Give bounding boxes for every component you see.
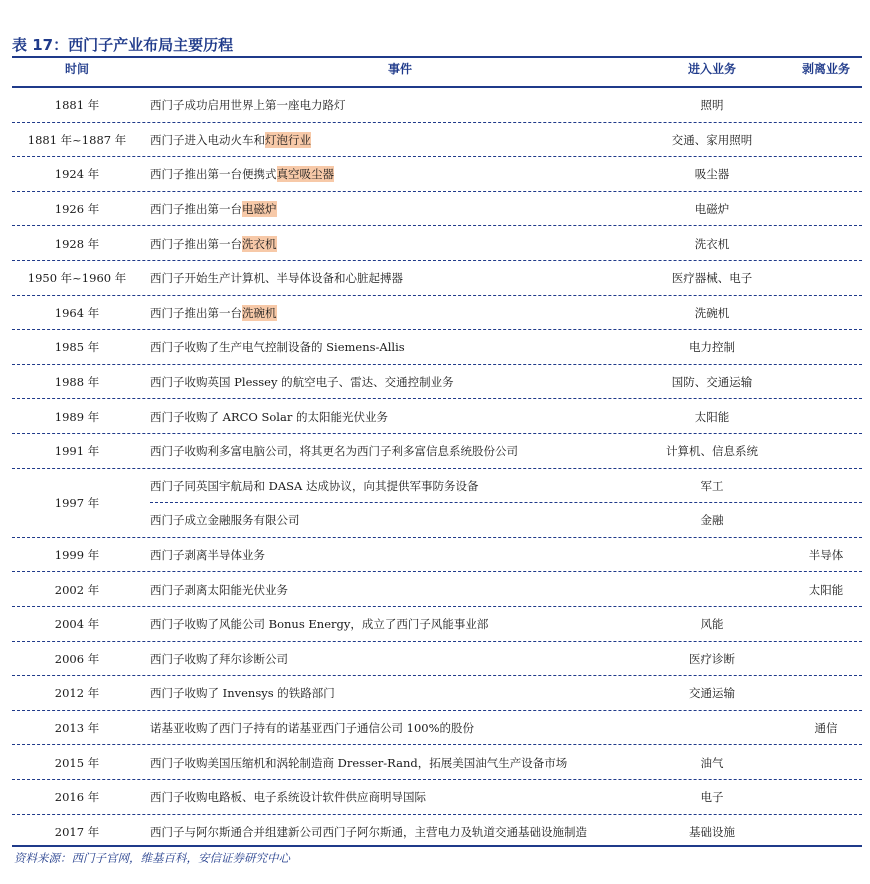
event-text: 西门子收购了生产电气控制设备的 Siemens-Allis: [150, 340, 405, 355]
table-header: [12, 58, 862, 88]
event-cell: [150, 123, 650, 158]
event-cell: [150, 365, 650, 400]
event-cell: [150, 434, 650, 469]
event-cell: [150, 157, 650, 192]
entered-cell: 医疗诊断: [689, 651, 735, 666]
header-event: 事件: [387, 62, 412, 76]
event-text: 西门子收购美国压缩机和涡轮制造商 Dresser-Rand，拓展美国油气生产设备市场: [150, 755, 568, 770]
entered-cell: [652, 711, 772, 746]
event-text: 西门子进入电动火车和: [150, 132, 265, 147]
event-text: 西门子推出第一台: [150, 236, 242, 251]
year-cell: 1926 年: [54, 202, 100, 217]
event-cell: [150, 711, 650, 746]
divested-cell: [782, 780, 870, 815]
event-highlight: 真空吸尘器: [276, 167, 334, 182]
event-text: 西门子收购了风能公司 Bonus Energy，成立了西门子风能事业部: [150, 617, 489, 632]
entered-cell: 风能: [700, 617, 724, 632]
table-row: [12, 572, 862, 607]
divested-cell: [782, 815, 870, 850]
event-text: 诺基亚收购了西门子持有的诺基亚西门子通信公司 100%的股份: [150, 721, 475, 736]
table-row: [12, 157, 862, 192]
event-cell: [150, 296, 650, 331]
event-cell: 西门子成立金融服务有限公司: [150, 513, 300, 528]
event-text: 西门子开始生产计算机、半导体设备和心脏起搏器: [150, 271, 403, 286]
entered-cell: 太阳能: [694, 409, 730, 424]
event-text: 西门子剥离太阳能光伏业务: [150, 582, 288, 597]
entered-cell: 医疗器械、电子: [671, 271, 753, 286]
divested-cell: [782, 745, 870, 780]
year-cell: 2002 年: [54, 582, 100, 597]
divested-cell: [782, 365, 870, 400]
year-cell: 1881 年~1887 年: [27, 132, 127, 147]
divested-cell: [782, 399, 870, 434]
table-row: [12, 434, 862, 469]
year-cell: 2016 年: [54, 790, 100, 805]
entered-cell: 电力控制: [689, 340, 735, 355]
table-row: [12, 365, 862, 400]
event-text: 西门子收购了 Invensys 的铁路部门: [150, 686, 335, 701]
source-note: 资料来源：西门子官网，维基百科，安信证券研究中心: [14, 851, 290, 865]
table-row: [12, 192, 862, 227]
year-cell: 1988 年: [54, 375, 100, 390]
table-row: [12, 330, 862, 365]
divested-cell: [782, 434, 870, 469]
event-cell: [150, 330, 650, 365]
event-highlight: 电磁炉: [242, 202, 277, 217]
event-cell: [150, 745, 650, 780]
divested-cell: [782, 261, 870, 296]
entered-cell: 洗碗机: [694, 305, 730, 320]
year-cell: 2006 年: [54, 651, 100, 666]
table-row: [12, 538, 862, 573]
header-year: 时间: [64, 62, 89, 76]
divested-cell: [782, 88, 870, 123]
entered-cell: 吸尘器: [694, 167, 730, 182]
event-highlight: 洗碗机: [242, 305, 277, 320]
event-cell: [150, 815, 650, 850]
year-cell: 1881 年: [54, 98, 100, 113]
table-row: [12, 88, 862, 123]
entered-cell: 基础设施: [689, 824, 735, 839]
table-row: [12, 261, 862, 296]
event-cell: [150, 607, 650, 642]
year-cell: 1989 年: [54, 409, 100, 424]
entered-cell: [652, 538, 772, 573]
divested-cell: [782, 192, 870, 227]
event-text: 西门子推出第一台: [150, 202, 242, 217]
entered-cell: 油气: [700, 755, 724, 770]
table-row: [12, 226, 862, 261]
table-row: [12, 123, 862, 158]
table-row: [12, 815, 862, 850]
table-row: [12, 642, 862, 677]
entered-cell: 洗衣机: [694, 236, 730, 251]
event-text: 西门子与阿尔斯通合并组建新公司西门子阿尔斯通，主营电力及轨道交通基础设施制造: [150, 824, 587, 839]
entered-cell: 照明: [700, 98, 724, 113]
year-cell: 2012 年: [54, 686, 100, 701]
table-row: [12, 607, 862, 642]
event-text: 西门子推出第一台便携式: [150, 167, 277, 182]
year-cell: 1997 年: [54, 496, 100, 511]
event-text: 西门子推出第一台: [150, 305, 242, 320]
table-row: [12, 780, 862, 815]
year-cell: 2013 年: [54, 721, 100, 736]
divested-cell: [782, 607, 870, 642]
event-text: 西门子收购英国 Plessey 的航空电子、雷达、交通控制业务: [150, 375, 454, 390]
entered-cell: 电磁炉: [694, 202, 730, 217]
event-text: 西门子收购了 ARCO Solar 的太阳能光伏业务: [150, 409, 388, 424]
year-cell: 1985 年: [54, 340, 100, 355]
entered-cell: 交通、家用照明: [671, 132, 753, 147]
event-cell: [150, 226, 650, 261]
event-text: 西门子收购了拜尔诊断公司: [150, 651, 288, 666]
event-cell: [150, 192, 650, 227]
event-cell: [150, 572, 650, 607]
event-cell: [150, 538, 650, 573]
year-cell: 2004 年: [54, 617, 100, 632]
divested-cell: [782, 226, 870, 261]
event-text: 西门子收购利多富电脑公司，将其更名为西门子利多富信息系统股份公司: [150, 444, 518, 459]
table-row: [12, 503, 862, 538]
table-row: [12, 676, 862, 711]
divested-cell: 太阳能: [808, 582, 844, 597]
event-cell: [150, 642, 650, 677]
event-text: 西门子成功启用世界上第一座电力路灯: [150, 98, 346, 113]
event-cell: [150, 399, 650, 434]
header-divested: 剥离业务: [801, 62, 850, 76]
event-highlight: 灯泡行业: [265, 132, 311, 147]
bottom-rule: [12, 845, 862, 847]
divested-cell: [782, 296, 870, 331]
entered-cell: 计算机、信息系统: [666, 444, 758, 459]
event-highlight: 洗衣机: [242, 236, 277, 251]
table-row: [12, 399, 862, 434]
event-cell: [150, 676, 650, 711]
table-title: 表 17：西门子产业布局主要历程: [12, 36, 234, 54]
divested-cell: [782, 157, 870, 192]
divested-cell: [782, 642, 870, 677]
entered-cell: 交通运输: [689, 686, 735, 701]
year-cell: 2015 年: [54, 755, 100, 770]
table-row: [12, 469, 862, 504]
table-row: [12, 711, 862, 746]
event-text: 西门子收购电路板、电子系统设计软件供应商明导国际: [150, 790, 426, 805]
table-row: [12, 296, 862, 331]
entered-cell: 国防、交通运输: [671, 375, 753, 390]
divested-cell: [782, 469, 870, 504]
divested-cell: [782, 330, 870, 365]
divested-cell: 通信: [814, 721, 838, 736]
entered-cell: 电子: [700, 790, 724, 805]
year-cell: 1924 年: [54, 167, 100, 182]
year-cell: 1999 年: [54, 548, 100, 563]
entered-cell: 金融: [700, 513, 724, 528]
event-text: 西门子剥离半导体业务: [150, 548, 265, 563]
divested-cell: 半导体: [808, 548, 844, 563]
event-cell: [150, 780, 650, 815]
event-cell: [150, 261, 650, 296]
event-cell: 西门子同英国宇航局和 DASA 达成协议，向其提供军事防务设备: [150, 478, 479, 493]
entered-cell: [652, 572, 772, 607]
entered-cell: 军工: [700, 478, 724, 493]
year-cell: 1991 年: [54, 444, 100, 459]
divested-cell: [782, 503, 870, 538]
header-entered: 进入业务: [687, 62, 736, 76]
divested-cell: [782, 123, 870, 158]
year-cell: 1928 年: [54, 236, 100, 251]
year-cell: 1964 年: [54, 305, 100, 320]
year-cell: 1950 年~1960 年: [27, 271, 127, 286]
event-cell: [150, 88, 650, 123]
table-row: [12, 745, 862, 780]
divested-cell: [782, 676, 870, 711]
year-cell: 2017 年: [54, 824, 100, 839]
